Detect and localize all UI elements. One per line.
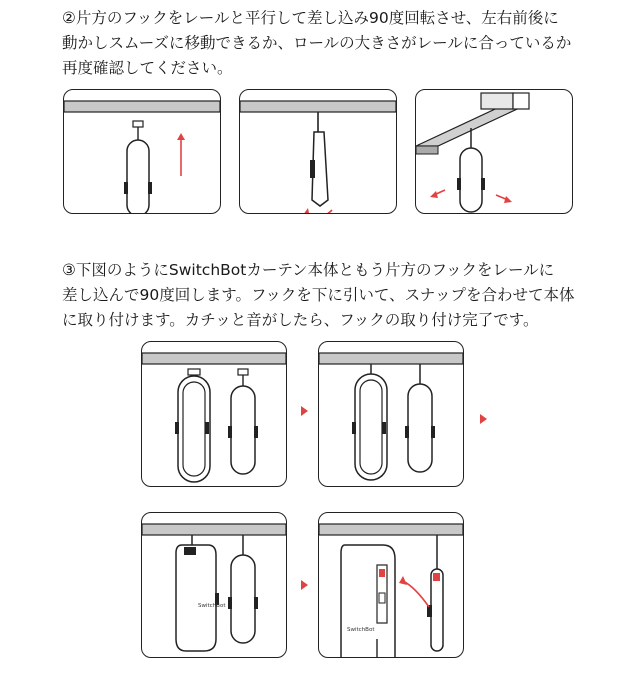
sequence-arrow-1 <box>301 406 308 416</box>
illustration-hook-rotate <box>239 89 397 214</box>
illustration-rail-movement <box>415 89 573 214</box>
step2-line-2: 動かしスムーズに移動できるか、ロールの大きさがレールに合っているか <box>62 34 572 52</box>
sequence-arrow-3 <box>301 580 308 590</box>
illustration-hooks-rotated <box>318 341 464 487</box>
illustration-snap-attach <box>318 512 464 658</box>
step3-instructions <box>62 258 582 333</box>
step3-line-1: ③下図のようにSwitchBotカーテン本体ともう片方のフックをレールに <box>62 261 555 279</box>
step2-instructions <box>62 6 582 81</box>
illustration-two-hooks-inserted <box>141 341 287 487</box>
device-brand-label: SwitchBot <box>198 603 226 609</box>
step2-line-1: ②片方のフックをレールと平行して差し込み90度回転させ、左右前後に <box>62 9 559 27</box>
illustration-body-attached <box>141 512 287 658</box>
illustration-hook-insert <box>63 89 221 214</box>
step3-line-3: に取り付けます。カチッと音がしたら、フックの取り付け完了です。 <box>62 311 539 329</box>
device-brand-label: SwitchBot <box>347 627 375 633</box>
step3-line-2: 差し込んで90度回します。フックを下に引いて、スナップを合わせて本体 <box>62 286 575 304</box>
sequence-arrow-2 <box>480 414 487 424</box>
step2-line-3: 再度確認してください。 <box>62 59 233 77</box>
